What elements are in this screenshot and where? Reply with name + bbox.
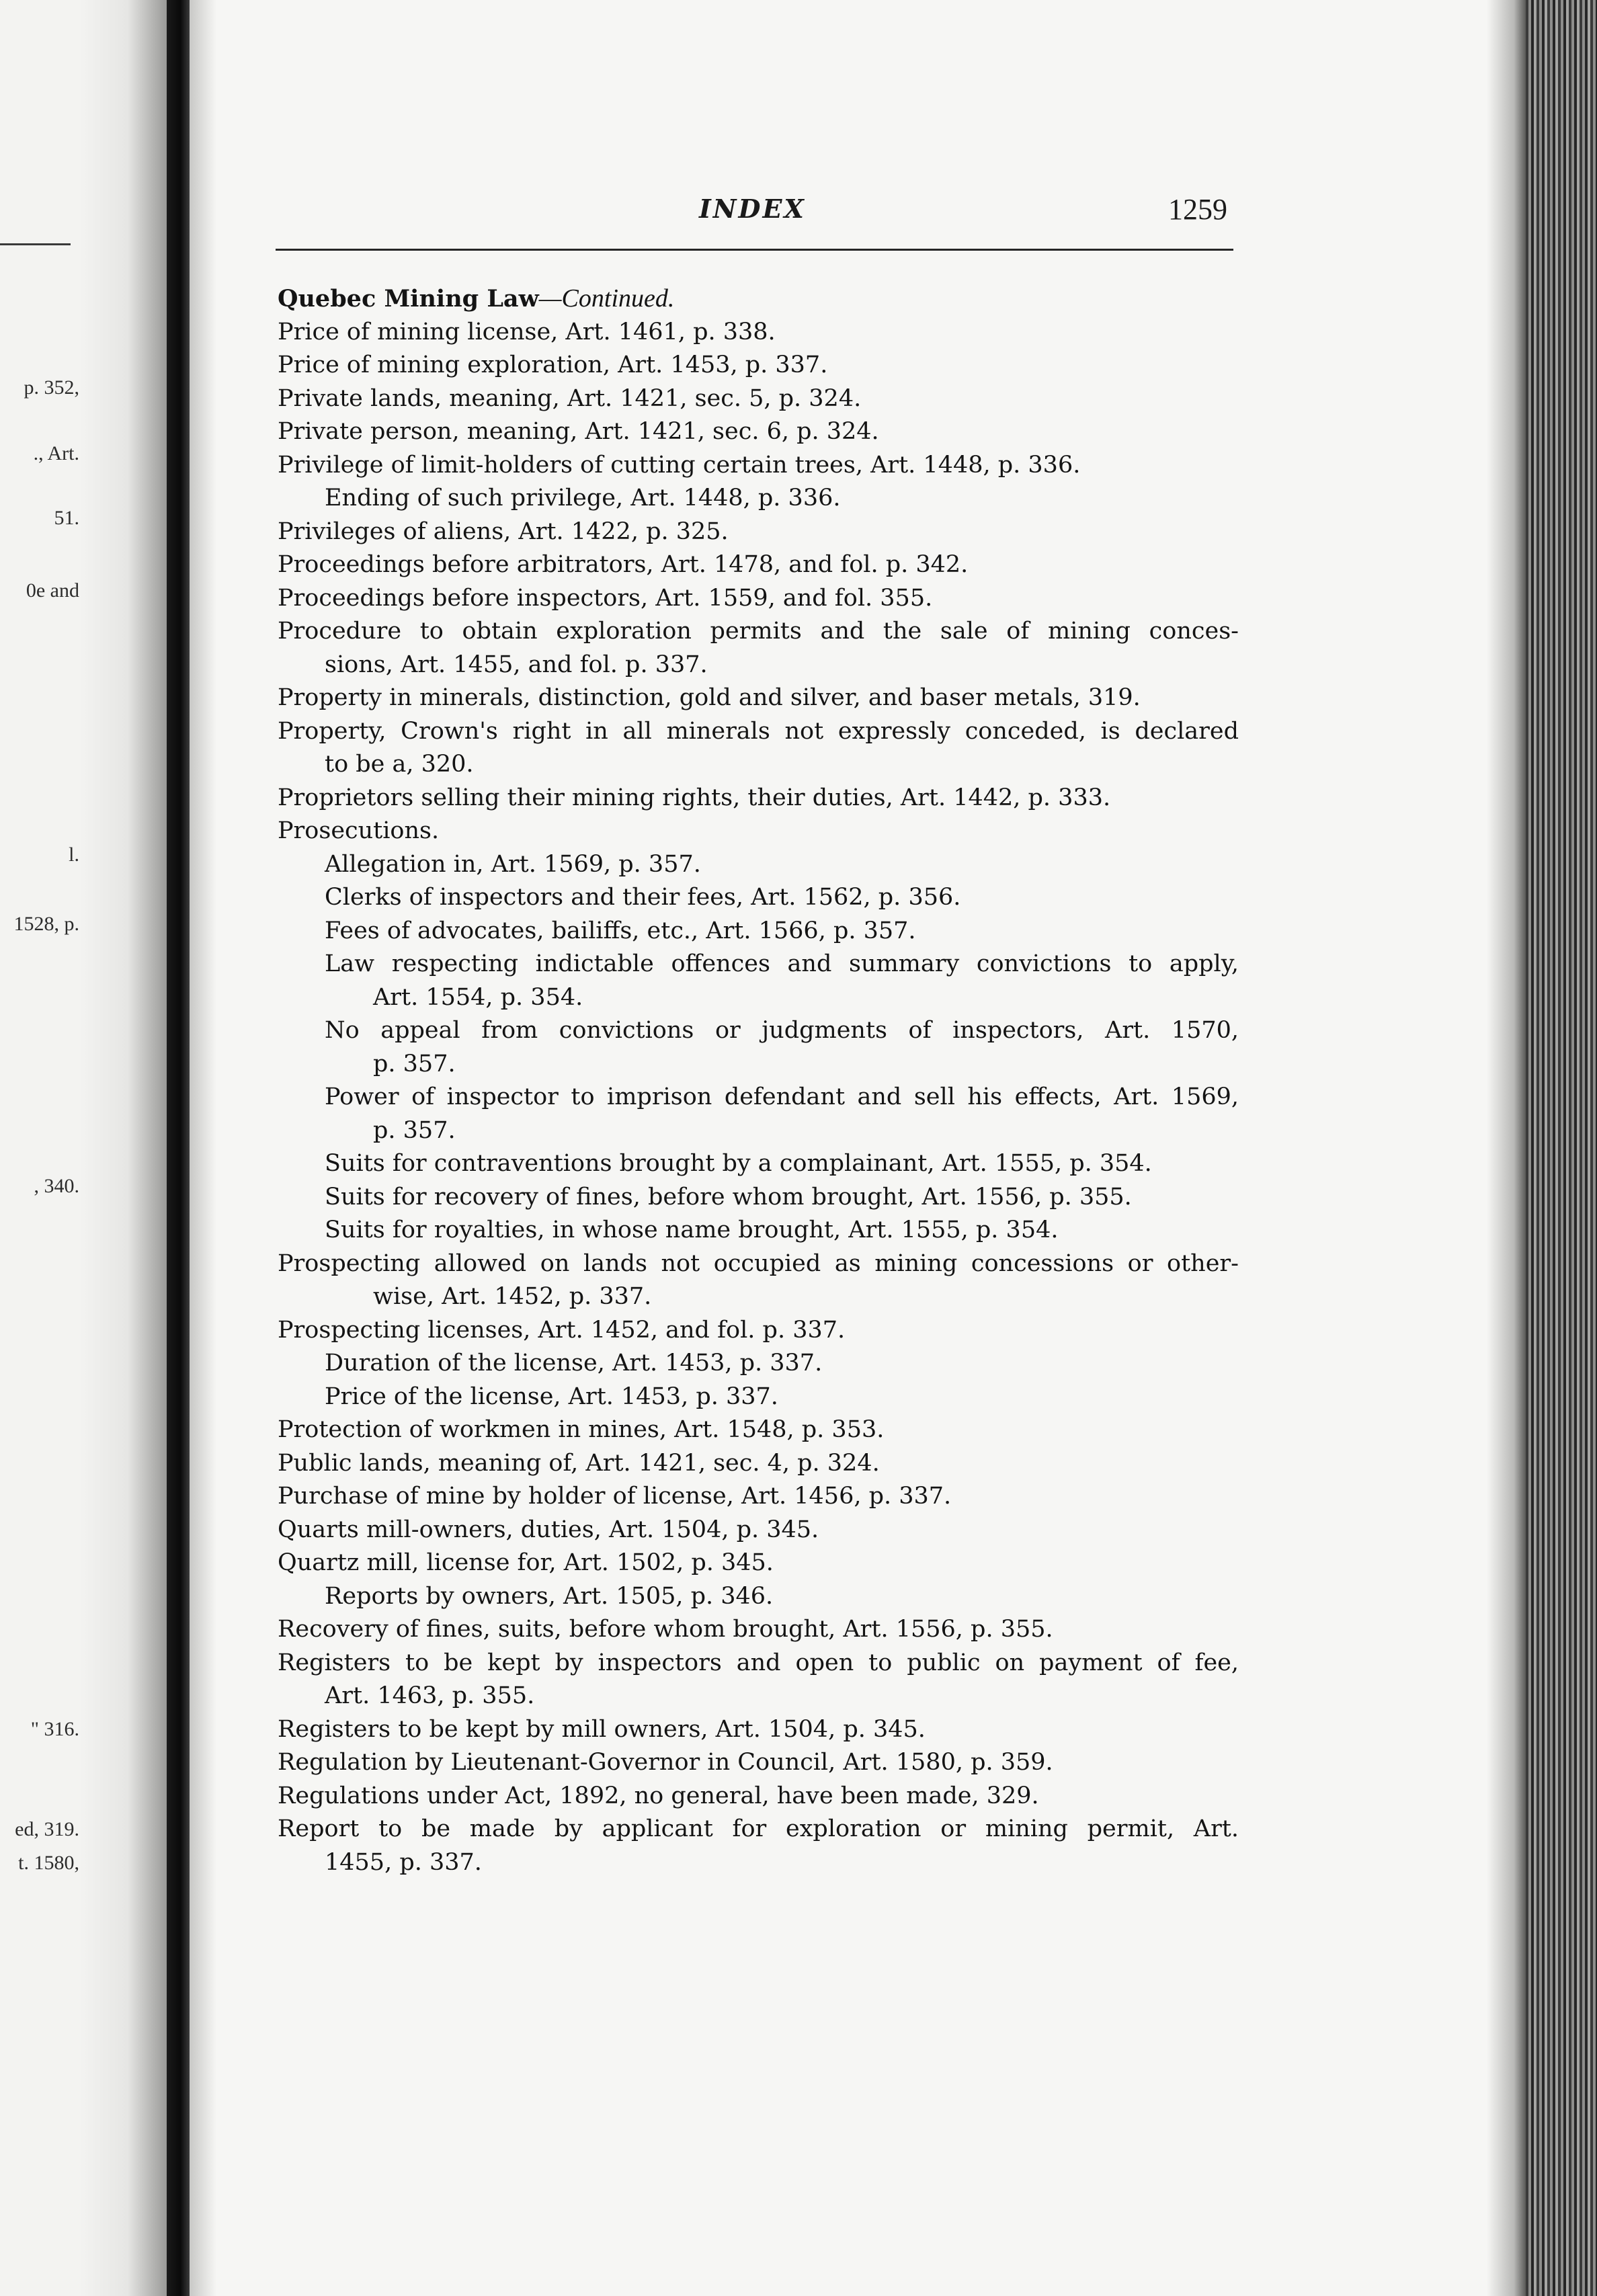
- index-entry: Law respecting indictable offences and summary convictions to apply,: [325, 950, 1239, 977]
- facing-page-fragment: t. 1580,: [18, 1852, 79, 1874]
- index-entry: Procedure to obtain exploration permits and the sale of mining conces-: [278, 618, 1239, 645]
- index-entry: Fees of advocates, bailiffs, etc., Art. 1566, p. 357.: [325, 917, 916, 944]
- index-body: [278, 282, 1239, 1879]
- facing-page-fragment: ed, 319.: [15, 1818, 79, 1840]
- index-entry: No appeal from convictions or judgments of inspectors, Art. 1570,: [325, 1017, 1239, 1044]
- facing-page-fragment: p. 352,: [24, 376, 79, 399]
- index-entry: Public lands, meaning of, Art. 1421, sec. 4, p. 324.: [278, 1449, 880, 1477]
- section-title: Quebec Mining Law: [278, 285, 539, 313]
- index-entry: Registers to be kept by mill owners, Art. 1504, p. 345.: [278, 1715, 926, 1743]
- facing-page-fragment: 51.: [54, 507, 79, 529]
- index-entries: [278, 316, 1239, 1880]
- index-entry: Protection of workmen in mines, Art. 1548, p. 353.: [278, 1416, 885, 1443]
- index-entry: Registers to be kept by inspectors and open to public on payment of fee,: [278, 1649, 1239, 1676]
- index-entry: Reports by owners, Art. 1505, p. 346.: [325, 1582, 774, 1610]
- index-entry: Proceedings before inspectors, Art. 1559, and fol. 355.: [278, 584, 933, 612]
- index-entry: Purchase of mine by holder of license, Art. 1456, p. 337.: [278, 1483, 952, 1510]
- index-entry: Privileges of aliens, Art. 1422, p. 325.: [278, 518, 729, 545]
- index-entry: Price of mining exploration, Art. 1453, p. 337.: [278, 352, 828, 378]
- index-entry: Prospecting licenses, Art. 1452, and fol. p. 337.: [278, 1316, 846, 1344]
- index-entry: sions, Art. 1455, and fol. p. 337.: [325, 651, 708, 678]
- index-entry: Price of the license, Art. 1453, p. 337.: [325, 1383, 778, 1410]
- index-entry: Price of mining license, Art. 1461, p. 338.: [278, 318, 776, 345]
- index-entry: p. 357.: [373, 1116, 456, 1144]
- facing-page-fragment: , 340.: [34, 1175, 79, 1197]
- index-entry: Prosecutions.: [278, 817, 440, 844]
- index-entry: Quarts mill-owners, duties, Art. 1504, p. 345.: [278, 1516, 819, 1543]
- section-continued: —Continued.: [538, 284, 675, 313]
- index-entry: Proceedings before arbitrators, Art. 1478, and fol. p. 342.: [278, 551, 969, 578]
- facing-page-fragment: 1528, p.: [13, 913, 79, 935]
- index-entry: Private lands, meaning, Art. 1421, sec. 5, p. 324.: [278, 384, 862, 412]
- index-entry: Power of inspector to imprison defendant and sell his effects, Art. 1569,: [325, 1083, 1239, 1110]
- index-entry: Allegation in, Art. 1569, p. 357.: [325, 850, 701, 878]
- running-head: INDEX: [699, 194, 806, 224]
- index-entry: Property in minerals, distinction, gold and silver, and baser metals, 319.: [278, 684, 1141, 711]
- page-number: 1259: [1168, 193, 1227, 226]
- facing-page-rule: [0, 243, 71, 245]
- index-entry: Report to be made by applicant for exploration or mining permit, Art.: [278, 1815, 1239, 1842]
- facing-page: [0, 0, 79, 2296]
- index-entry: Clerks of inspectors and their fees, Art. 1562, p. 356.: [325, 884, 961, 911]
- facing-page-fragment: l.: [69, 844, 79, 866]
- index-entry: Suits for royalties, in whose name brought, Art. 1555, p. 354.: [325, 1217, 1059, 1243]
- index-entry: Art. 1554, p. 354.: [373, 983, 583, 1011]
- index-entry: Duration of the license, Art. 1453, p. 337.: [325, 1350, 823, 1377]
- facing-page-fragment: 0е and: [26, 579, 79, 602]
- book-gutter: [167, 0, 190, 2296]
- index-entry: Private person, meaning, Art. 1421, sec. 6, p. 324.: [278, 418, 879, 445]
- page-edge-shadow: [1487, 0, 1526, 2296]
- index-entry: Prospecting allowed on lands not occupied as mining concessions or other-: [278, 1249, 1239, 1277]
- gutter-shadow: [79, 0, 167, 2296]
- index-entry: Regulations under Act, 1892, no general, have been made, 329.: [278, 1782, 1039, 1809]
- index-entry: Recovery of fines, suits, before whom brought, Art. 1556, p. 355.: [278, 1616, 1053, 1643]
- page-stack-edge: [1526, 0, 1597, 2296]
- index-entry: Privilege of limit-holders of cutting certain trees, Art. 1448, p. 336.: [278, 451, 1081, 479]
- index-entry: p. 357.: [373, 1050, 456, 1077]
- section-heading: [278, 282, 1239, 316]
- facing-page-fragment: ., Art.: [33, 442, 79, 464]
- header-rule: [276, 249, 1233, 251]
- index-entry: 1455, p. 337.: [325, 1848, 482, 1876]
- index-entry: Quartz mill, license for, Art. 1502, p. 345.: [278, 1549, 774, 1576]
- index-entry: Ending of such privilege, Art. 1448, p. 336.: [325, 485, 841, 511]
- index-entry: Property, Crown's right in all minerals not expressly conceded, is declared: [278, 717, 1239, 745]
- index-entry: to be a, 320.: [325, 751, 474, 778]
- index-entry: wise, Art. 1452, p. 337.: [373, 1283, 652, 1310]
- index-entry: Suits for recovery of fines, before whom brought, Art. 1556, p. 355.: [325, 1183, 1132, 1211]
- index-entry: Regulation by Lieutenant-Governor in Council, Art. 1580, p. 359.: [278, 1749, 1053, 1776]
- index-entry: Proprietors selling their mining rights, their duties, Art. 1442, p. 333.: [278, 784, 1111, 811]
- page-edge-shade: [190, 0, 216, 2296]
- facing-page-fragment: " 316.: [30, 1718, 79, 1740]
- index-entry: Suits for contraventions brought by a complainant, Art. 1555, p. 354.: [325, 1150, 1152, 1177]
- index-entry: Art. 1463, p. 355.: [325, 1682, 535, 1709]
